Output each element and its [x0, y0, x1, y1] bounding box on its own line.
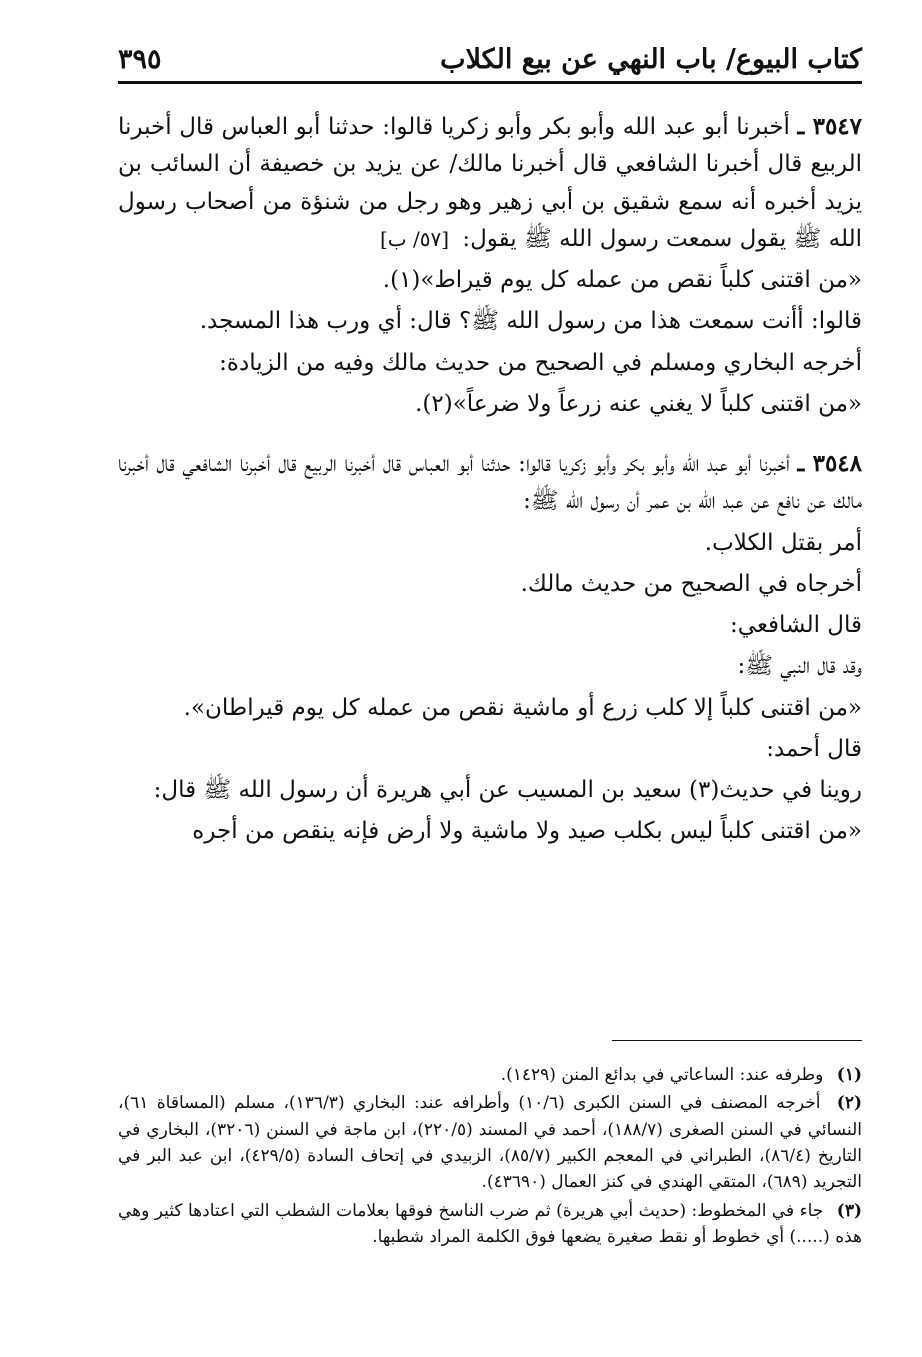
hadith-number: ٣٥٤٧ ـ: [797, 113, 863, 140]
footnote: [118, 1090, 862, 1195]
hadith-3548: [118, 445, 862, 521]
footnote-number: (٣): [836, 1200, 862, 1221]
footnote: [118, 1198, 862, 1251]
hadith-text: أخبرنا أبو عبد الله وأبو بكر وأبو زكريا قالوا: حدثنا أبو العباس قال أخبرنا الربيع قال أخبرنا الشافعي قال أخبرنا مالك/ عن يزيد بن خصيفة أن السائب بن يزيد أخبره أنه سمع شقيق بن أبي زهير وهو رجل من شنؤة من أصحاب رسول الله ﷺ يقول سمعت رسول الله ﷺ يقول:: [118, 114, 862, 252]
text-line: وقد قال النبي ﷺ:: [737, 653, 862, 680]
hadith-text: أخبرنا أبو عبد الله وأبو بكر وأبو زكريا قالوا: حدثنا أبو العباس قال أخبرنا الربيع قال أخبرنا الشافعي قال أخبرنا مالك عن نافع عن عبد الله بن عمر أن رسول الله ﷺ:: [118, 451, 862, 515]
hadith-number: ٣٥٤٨ ـ: [797, 450, 863, 477]
footnote-divider: [612, 1040, 862, 1041]
footnote-number: (١): [836, 1065, 862, 1085]
footnotes: [118, 1062, 862, 1252]
footnote-text: جاء في المخطوط: (حديث أبي هريرة) ثم ضرب الناسخ فوقها بعلامات الشطب التي اعتادها كثير وهي هذه (.....) أي خطوط أو نقط صغيرة يضعها فوق الكلمة المراد شطبها.: [118, 1200, 862, 1248]
text-line: أمر بقتل الكلاب.: [704, 529, 862, 556]
footnote: [118, 1062, 862, 1088]
text-line: أخرجه البخاري ومسلم في الصحيح من حديث مالك وفيه من الزيادة:: [219, 349, 862, 376]
running-title: كتاب البيوع/ باب النهي عن بيع الكلاب: [440, 44, 862, 75]
quote-line: «من اقتنى كلباً ليس بكلب صيد ولا ماشية ولا أرض فإنه ينقص من أجره: [192, 818, 862, 845]
page-number: ٣٩٥: [118, 44, 162, 75]
main-text: [118, 108, 862, 855]
text-line: قال أحمد:: [766, 735, 862, 762]
footnote-text: وطرفه عند: الساعاتي في بدائع المنن (١٤٢٩).: [500, 1065, 824, 1085]
quote-line: «من اقتنى كلباً إلا كلب زرع أو ماشية نقص من عمله كل يوم قيراطان».: [183, 694, 862, 721]
text-line: روينا في حديث(٣) سعيد بن المسيب عن أبي هريرة أن رسول الله ﷺ قال:: [153, 777, 862, 803]
text-line: قالوا: أأنت سمعت هذا من رسول الله ﷺ؟ قال: أي ورب هذا المسجد.: [199, 308, 862, 335]
hadith-3547: [118, 108, 862, 258]
quote-line: «من اقتنى كلباً نقص من عمله كل يوم قيراط»(١).: [382, 267, 862, 293]
footnote-number: (٢): [836, 1093, 863, 1114]
footnote-text: أخرجه المصنف في السنن الكبرى (١٠/٦) وأطرافه عند: البخاري (١٣٦/٣)، مسلم (المساقاة ٦١)، النسائي في السنن الصغرى (١٨٨/٧)، أحمد في المسند (٢٢٠/٥)، ابن ماجة في السنن (٣٢٠٦)، البخاري في التاريخ (٨٦/٤)، الطبراني في المعجم الكبير (٨٥/٧)، الزبيدي في إتحاف السادة (٤٢٩/٥)، ابن عبد البر في التجريد (٦٨٩)، المتقي الهندي في كنز العمال (٤٣٦٩٠).: [118, 1093, 862, 1193]
quote-line: «من اقتنى كلباً لا يغني عنه زرعاً ولا ضرعاً»(٢).: [415, 390, 862, 417]
text-line: قال الشافعي:: [730, 612, 862, 638]
text-line: أخرجاه في الصحيح من حديث مالك.: [520, 570, 862, 597]
page-header: [118, 38, 862, 84]
manuscript-folio-marker: [٥٧/ ب]: [379, 226, 450, 251]
